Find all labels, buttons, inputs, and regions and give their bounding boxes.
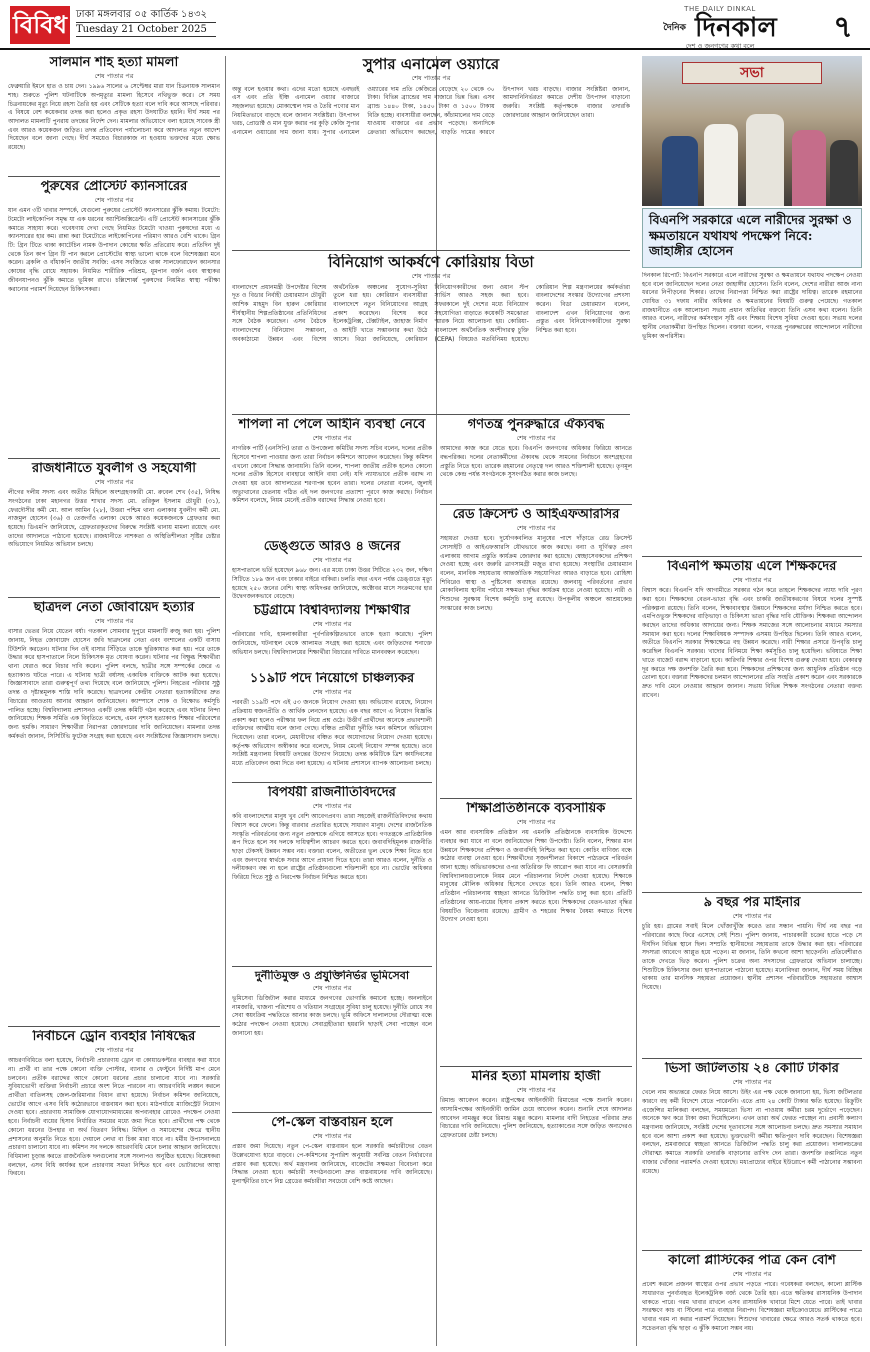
continued-label: শেষ পাতার পর xyxy=(94,477,134,486)
headline: সালমান শাহ হত্যা মামলা xyxy=(49,56,179,70)
page-header xyxy=(0,0,870,50)
person-figure xyxy=(662,136,698,206)
photo-banner xyxy=(682,62,822,84)
article-student xyxy=(8,601,220,1023)
banner-text: সভা xyxy=(740,65,764,81)
continued-label: শেষ পাতার পর xyxy=(516,433,556,442)
article-body: বাসার ভেতর নিয়ে যেতেন বর্ষা। গতকাল সোমবার দুপুরে মামলাটি রুজু করা হয়। পুলিশ জানায়, নিহত জোবায়েদ হোসেন জবি ছাত্রদলের নেতা এবং বংশালের একটি বাসায় টিউশনি করতেন। ঘটনার দিন ওই বাসার সিঁড়িতে তাকে ছুরিকাঘাত করা হয়। পরে তাকে উদ্ধার করে হাসপাতালে নিলে চিকিৎসক মৃত ঘোষণা করেন। ঘটনার পর বিক্ষুব্ধ শিক্ষার্থীরা থানা ঘেরাও করে বিচার দাবি করেন। পুলিশ বলছে, ছাত্রীর সঙ্গে সম্পর্কের জেরে এ হত্যাকাণ্ড ঘটতে পারে। এ ঘটনায় ছাত্রী বর্ষাসহ একাধিক ব্যক্তিকে আটক করা হয়েছে। জিজ্ঞাসাবাদে তারা গুরুত্বপূর্ণ তথ্য দিয়েছে বলে জানিয়েছে পুলিশ। নিহতের পরিবার সুষ্ঠু তদন্ত ও দৃষ্টান্তমূলক শাস্তি দাবি করেছে। ছাত্রদলের কেন্দ্রীয় নেতারা হত্যাকারীদের দ্রুত বিচারের আওতায় আনার আহ্বান জানিয়েছেন। ক্যাম্পাসে শোক ও বিক্ষোভ কর্মসূচি পালিত হচ্ছে। বিশ্ববিদ্যালয় প্রশাসনও একটি তদন্ত কমিটি গঠন করেছে এবং ঘটনার নিন্দা জানিয়েছে। শিক্ষক সমিতি এক বিবৃতিতে বলেছে, এমন নৃশংস হত্যাকাণ্ড শিক্ষার পরিবেশের জন্য হুমকি। সাধারণ শিক্ষার্থীরা নিরাপত্তা জোরদারের দাবি জানিয়েছেন। মামলার তদন্ত কর্মকর্তা জানান, সিসিটিভি ফুটেজ সংগ্রহ করা হয়েছে এবং সংশ্লিষ্টদের জিজ্ঞাসাবাদ চলছে। xyxy=(8,628,220,740)
person-figure xyxy=(830,140,858,206)
continued-label: শেষ পাতার পর xyxy=(312,1131,352,1140)
person-figure xyxy=(746,114,784,206)
headline: দুর্নীতিমুক্ত ও প্রযুক্তিনির্ভর ভূমিসেবা xyxy=(254,970,410,982)
article-body: প্রবেশ করলে প্রজনন স্বাস্থ্যের ওপর প্রভাব পড়তে পারে। গবেষকরা বলছেন, কালো প্লাস্টিক সাধারণত পুনর্ব্যবহৃত ইলেকট্রনিক বর্জ্য থেকে তৈরি হয়। এতে ক্ষতিকর রাসায়নিক উপাদান থাকতে পারে। গরম খাবার রাখলে এসব রাসায়নিক খাবারে মিশে যেতে পারে। তাই খাবার সংরক্ষণে কাচ বা স্টিলের পাত্র ব্যবহার নিরাপদ। বিশেষজ্ঞরা মাইক্রোওয়েভে প্লাস্টিকের পাত্রে খাবার গরম না করার পরামর্শ দিয়েছেন। শিশুদের খাবারের ক্ষেত্রে আরও সতর্ক থাকতে হবে। সচেতনতা বৃদ্ধি ছাড়া এ ঝুঁকি কমানো সম্ভব নয়। xyxy=(642,1281,862,1332)
headline: বিনিয়োগ আকর্ষণে কোরিয়ায় বিডা xyxy=(328,254,534,271)
article-body: ফেব্রুয়ারি ইমনে হাত ও চায় দেন। ১৯৯৬ সালের ৬ সেপ্টেম্বর মারা যান চিত্রনায়ক সালমান শাহ। শুরুতে পুলিশ ঘটনাটিকে অপমৃত্যুর মামলা হিসেবে নথিভুক্ত করে। সে সময় চিত্রনায়কের মৃত্যু নিয়ে রহস্য তৈরি হয় এবং সেটিকে হত্যা বলে দাবি করে আসছে পরিবার। এ বিষয়ে বেশ কয়েকবার তদন্ত করা হলেও প্রকৃত রহস্য উদঘাটিত হয়নি। দীর্ঘ সময় পর আদালত মামলাটি পুনরায় তদন্তের নির্দেশ দেন। মামলার অভিযোগে বলা হয়েছে সাবেক স্ত্রী এবং আরও কয়েকজন জড়িত। তদন্ত প্রতিবেদন পর্যালোচনা করে আদালত নতুন আদেশ দিয়েছেন বলে জানা গেছে। দীর্ঘ সময়েও বিচারকাজ না হওয়ায় ভক্তদের মধ্যে ক্ষোভ রয়েছে। xyxy=(8,83,220,152)
article-body: অন্তু বলে হওয়ার কথা। এদের মতো হয়েছে এবছরই এস এবং প্রতি ইঞ্চি এনামেল ওয়্যার বাজারে সহজলভ্য হয়েছে। মোকাম্মেল দাম ও তৈরি পণ্যের মান নিয়মিতভাবে বাড়ছে বলে জানান সংশ্লিষ্টরা। উৎপাদন খরচ, প্রোডাক্ট ও মান যুক্ত করার পর কুড়ি কেজি সুপার এনামেল ওয়্যারের দাম জানা যায়। সুপার এনামেল ওয়্যারের দাম প্রতি কেজিতে বেড়েছে ২০ থেকে ৩০ টাকা। বিভিন্ন ব্র্যান্ডের দাম বাজারে ভিন্ন ভিন্ন। এসব ব্র্যান্ড ১৪৪০ টাকা, ১৪৫০ টাকা ও ১৫০০ টাকায় বিক্রি হচ্ছে। ব্যবসায়ীরা বলছেন, কাঁচামালের দাম বেড়ে যাওয়ায় বাজারে এর প্রভাব পড়েছে। অন্যদিকে ক্রেতারা অভিযোগ করছেন, বাড়তি দামের কারণে উৎপাদন খরচ বাড়ছে। বাজার সংশ্লিষ্টরা জানান, আমদানিনির্ভরতা কমাতে দেশীয় উৎপাদন বাড়ানো জরুরি। সংশ্লিষ্ট কর্তৃপক্ষকে বাজার তদারকি জোরদারের আহ্বান জানিয়েছেন তারা। xyxy=(232,85,630,137)
divider xyxy=(8,458,220,459)
article-teachers xyxy=(642,560,862,890)
headline: চট্টগ্রামে বিশ্ববিদ্যালয় শিক্ষার্থীর xyxy=(253,604,411,618)
lead-photo xyxy=(642,56,862,206)
lead-headline-box xyxy=(642,208,862,268)
article-body: যান এমন ৩টি খাবার সম্পর্কে, যেগুলো পুরুষের প্রোস্টেট ক্যানসারের ঝুঁকি কমায়। টমেটো: টমেটো লাইকোপিন সমৃদ্ধ যা এক ধরনের অ্যান্টিঅক্সিডেন্ট। এটি প্রোস্টেট ক্যানসারের ঝুঁকি কমাতে সাহায্য করে। গবেষণায় দেখা গেছে নিয়মিত টমেটো খাওয়া পুরুষদের মধ্যে এ ক্যানসারের হার কম। রান্না করা টমেটোতে লাইকোপিনের পরিমাণ আরও বেশি থাকে। গ্রিন টি: গ্রিন টিতে থাকা ক্যাটেচিন নামক উপাদান কোষের ক্ষতি প্রতিরোধ করে। প্রতিদিন দুই থেকে তিন কাপ গ্রিন টি পান করলে প্রোস্টেটের স্বাস্থ্য ভালো থাকে বলে বিশেষজ্ঞরা মনে করেন। ব্রকলি ও বাঁধাকপি জাতীয় সবজি: এসব সবজিতে থাকা সালফোরাফেন ক্যানসার কোষের বৃদ্ধি রোধে সহায়ক। নিয়মিত শারীরিক পরিশ্রম, ধূমপান বর্জন এবং স্বাস্থ্যকর জীবনযাপনও ঝুঁকি কমাতে ভূমিকা রাখে। চল্লিশোর্ধ্ব পুরুষদের নিয়মিত স্বাস্থ্য পরীক্ষা করানোর পরামর্শ দিয়েছেন চিকিৎসকরা। xyxy=(8,207,220,293)
masthead-tagline: দেশ ও জনগণের কথা বলে xyxy=(685,42,755,51)
person-figure xyxy=(792,130,826,206)
lead-headline: বিএনপি সরকারে এলে নারীদের সুরক্ষা ও ক্ষমতায়নে যথাযথ পদক্ষেপ নিবে: জাহাঙ্গীর হোসেন xyxy=(649,212,852,259)
article-ganatantra xyxy=(440,418,632,502)
date-block xyxy=(76,8,216,37)
article-body: পরিবারের দাবি, হামলাকারীরা পূর্বপরিকল্পিতভাবে তাকে হত্যা করেছে। পুলিশ জানিয়েছে, ঘটনাস্থল থেকে আলামত সংগ্রহ করা হয়েছে এবং জড়িতদের শনাক্তে অভিযান চলছে। বিশ্ববিদ্যালয়ের শিক্ষার্থীরা বিচারের দাবিতে মানববন্ধন করেছেন। xyxy=(232,631,432,656)
divider xyxy=(440,798,632,799)
masthead-english: THE DAILY DINKAL xyxy=(684,5,756,13)
article-body: চুরি হয়। গ্রামের সবাই মিলে খোঁজাখুঁজি করেও তার সন্ধান পায়নি। দীর্ঘ নয় বছর পর পরিবারের কাছে ফিরে এসেছে সেই শিশু। পুলিশ জানায়, পাচারকারী চক্রের হাতে পড়ে সে দীর্ঘদিন বিভিন্ন স্থানে ছিল। সম্প্রতি স্থানীয়দের সহায়তায় তাকে উদ্ধার করা হয়। পরিবারের সদস্যরা আবেগে আপ্লুত হয়ে পড়েন। মা জানান, তিনি কখনো আশা ছাড়েননি। প্রতিবেশীরাও তাকে দেখতে ভিড় করেন। পুলিশ চক্রের অন্য সদস্যদের গ্রেফতারে অভিযান চালাচ্ছে। শিশুটিকে চিকিৎসার জন্য হাসপাতালে পাঠানো হয়েছে। মনোবিদরা জানান, দীর্ঘ সময় বিচ্ছিন্ন থাকায় তার মানসিক সহায়তা প্রয়োজন। স্থানীয় প্রশাসন পরিবারটিকে সহায়তার আশ্বাস দিয়েছে। xyxy=(642,923,862,992)
headline: পুরুষের প্রোস্টেট ক্যানসারের xyxy=(40,180,188,194)
headline: রেড ক্রিসেন্ট ও আইএফআরসির xyxy=(452,508,620,522)
masthead-prefix: দৈনিক xyxy=(663,23,686,34)
headline: শাপলা না পেলে আইনি ব্যবস্থা নেবে xyxy=(238,418,426,432)
continued-label: শেষ পাতার পর xyxy=(732,575,772,584)
divider xyxy=(232,966,432,967)
divider xyxy=(232,782,432,783)
article-dengue xyxy=(232,540,432,602)
headline: ভিসা জটিলতায় ২৪ কোটি টাকার xyxy=(665,1062,839,1076)
article-body: হাসপাতালে ভর্তি হয়েছেন ৯৬৮ জন। এর মধ্যে ঢাকা উত্তর সিটিতে ২৩২ জন, দক্ষিণ সিটিতে ১৮৯ জন এবং ঢাকার বাইরে বাকিরা। চলতি বছর এখন পর্যন্ত ডেঙ্গুতে মৃত্যু হয়েছে ২৫০ জনের বেশি। স্বাস্থ্য অধিদপ্তর জানিয়েছে, অক্টোবর মাসে সংক্রমণের হার উদ্বেগজনকভাবে বেড়েছে। xyxy=(232,567,432,601)
article-corruption xyxy=(232,970,432,1110)
article-body: পরবর্তী ১১৯টি পদে এই ৫৩ জনকে নিয়োগ দেওয়া হয়। অভিযোগ রয়েছে, নিয়োগ প্রক্রিয়ায় স্বজনপ্রীতি ও আর্থিক লেনদেন হয়েছে। এক বছর আগে এ নিয়োগ বিজ্ঞপ্তি প্রকাশ করা হলেও পরীক্ষার ফল নিয়ে প্রশ্ন ওঠে। উত্তীর্ণ প্রার্থীদের অনেকে প্রভাবশালী ব্যক্তিদের আত্মীয় বলে জানা গেছে। বঞ্চিত প্রার্থীরা দুর্নীতি দমন কমিশনে অভিযোগ দিয়েছেন। তারা বলেন, মেধাবীদের বঞ্চিত করে অযোগ্যদের নিয়োগ দেওয়া হয়েছে। কর্তৃপক্ষ অভিযোগ অস্বীকার করে বলেছে, নিয়ম মেনেই নিয়োগ সম্পন্ন হয়েছে। তবে সংশ্লিষ্ট মন্ত্রণালয় বিষয়টি তদন্তের উদ্যোগ নিয়েছে। তদন্ত কমিটিকে ত্রিশ কার্যদিবসের মধ্যে প্রতিবেদন জমা দিতে বলা হয়েছে। এ ঘটনায় প্রশাসনে ব্যাপক আলোচনা চলছে। xyxy=(232,699,432,768)
article-body: রিমান্ড আবেদন করেন। রাষ্ট্রপক্ষের আইনজীবী রিমান্ডের পক্ষে শুনানি করেন। আসামিপক্ষের আইনজীবী জামিন চেয়ে আবেদন করেন। শুনানি শেষে আদালত আবেদন নামঞ্জুর করে রিমান্ড মঞ্জুর করেন। মামলার বাদী নিহতের পরিবার দ্রুত বিচারের দাবি জানিয়েছে। পুলিশ জানিয়েছে, হত্যাকাণ্ডের সঙ্গে জড়িত অন্যদেরও গ্রেফতারের চেষ্টা চলছে। xyxy=(440,1097,632,1140)
date-english: Tuesday 21 October 2025 xyxy=(76,23,216,38)
article-ctg xyxy=(232,604,432,670)
continued-label: শেষ পাতার পর xyxy=(94,616,134,625)
article-salman xyxy=(8,56,220,174)
article-posts xyxy=(232,672,432,780)
divider xyxy=(8,597,220,598)
continued-label: শেষ পাতার পর xyxy=(312,619,352,628)
headline: রাজধানীতে যুবলীগ ও সহযোগী xyxy=(32,462,196,476)
continued-label: শেষ পাতার পর xyxy=(732,911,772,920)
article-monir xyxy=(440,1070,632,1346)
headline: বিএনপি ক্ষমতায় এলে শিক্ষকদের xyxy=(667,560,837,574)
divider xyxy=(642,1250,862,1251)
article-lead xyxy=(642,272,862,554)
divider xyxy=(440,1066,632,1067)
divider xyxy=(642,556,862,557)
divider xyxy=(232,1112,432,1113)
headline: ৯ বছর পর মাইনার xyxy=(703,896,801,910)
article-plastic xyxy=(642,1254,862,1346)
article-politics xyxy=(232,786,432,964)
headline: ১১৯টি পদে নিয়োগে চাঞ্চল্যকর xyxy=(249,672,415,686)
continued-label: শেষ পাতার পর xyxy=(516,1085,556,1094)
headline: ছাত্রদল নেতা জোবায়েদ হত্যার xyxy=(33,601,195,615)
headline: কালো প্লাস্টিকের পাত্র কেন বেশি xyxy=(668,1254,836,1268)
headline: বিপর্যয়ী রাজনীতিবিদদের xyxy=(268,786,396,800)
article-shapla xyxy=(232,418,432,538)
date-bengali: ঢাকা মঙ্গলবার ০৫ কার্তিক ১৪৩২ xyxy=(76,8,216,23)
article-rajshahi xyxy=(8,462,220,594)
headline: মনির হত্যা মামলায় হাজী xyxy=(471,1070,601,1084)
continued-label: শেষ পাতার পর xyxy=(94,71,134,80)
article-visa xyxy=(642,1062,862,1248)
article-body: বিশ্বাস করে। বিএনপি যদি আগামীতে সরকার গঠন করে তাহলে শিক্ষকদের ন্যায্য দাবি পূরণ করা হবে। শিক্ষকদের বেতন-ভাতা বৃদ্ধি এবং চাকরি জাতীয়করণের বিষয়ে দলের সুস্পষ্ট পরিকল্পনা রয়েছে। তিনি বলেন, শিক্ষাব্যবস্থার উন্নয়নে শিক্ষকদের মর্যাদা নিশ্চিত করতে হবে। এমপিওভুক্ত শিক্ষকদের বাড়িভাড়া ও চিকিৎসা ভাতা বৃদ্ধির দাবি যৌক্তিক। শিক্ষকরা আন্দোলন করছেন তাদের অধিকার আদায়ের জন্য। শিক্ষক সমাজের সঙ্গে আলোচনার মাধ্যমে সমস্যার সমাধান করা হবে। দলের শিক্ষাবিষয়ক সম্পাদক এসময় উপস্থিত ছিলেন। তিনি আরও বলেন, অতীতে বিএনপি সরকার শিক্ষাক্ষেত্রে বহু উন্নয়ন করেছে। নারী শিক্ষার প্রসারে উপবৃত্তি চালু করেছিল বিএনপি সরকার। খাদ্যের বিনিময়ে শিক্ষা কর্মসূচিও চালু হয়েছিল। ভবিষ্যতে শিক্ষা খাতে বাজেট বরাদ্দ বাড়ানো হবে। কারিগরি শিক্ষার ওপর বিশেষ গুরুত্ব দেওয়া হবে। বেকারত্ব দূর করতে দক্ষ জনশক্তি তৈরি করা হবে। শিক্ষকদের প্রশিক্ষণের জন্য আধুনিক প্রতিষ্ঠান গড়ে তোলা হবে। বক্তারা শিক্ষকদের চলমান আন্দোলনের প্রতি সংহতি প্রকাশ করেন এবং সরকারকে দ্রুত দাবি মেনে নেওয়ার আহ্বান জানান। সভায় বিভিন্ন শিক্ষক সংগঠনের নেতারা বক্তব্য রাখেন। xyxy=(642,587,862,699)
article-body: দিনকাল রিপোর্ট: বিএনপি সরকারে এলে নারীদের সুরক্ষা ও ক্ষমতায়নে যথাযথ পদক্ষেপ নেওয়া হবে বলে জানিয়েছেন দলের নেতা জাহাঙ্গীর হোসেন। তিনি বলেন, দেশের নারীরা আজ নানা ধরনের নিপীড়নের শিকার। তাদের নিরাপত্তা নিশ্চিত করা রাষ্ট্রের দায়িত্ব। তারেক রহমানের ঘোষিত ৩১ দফায় নারীর অধিকার ও ক্ষমতায়নের বিষয়টি গুরুত্ব পেয়েছে। গতকাল রাজধানীতে এক আলোচনা সভায় প্রধান অতিথির বক্তব্যে তিনি এসব কথা বলেন। তিনি আরও বলেন, নারীদের কর্মসংস্থান সৃষ্টি এবং শিক্ষায় বিশেষ সুবিধা দেওয়া হবে। সভায় দলের স্থানীয় নেতাকর্মীরা উপস্থিত ছিলেন। বক্তারা বলেন, গণতন্ত্র পুনরুদ্ধারের আন্দোলনে নারীদের ভূমিকা অপরিসীম। xyxy=(642,272,862,340)
continued-label: শেষ পাতার পর xyxy=(411,74,451,83)
continued-label: শেষ পাতার পর xyxy=(94,195,134,204)
continued-label: শেষ পাতার পর xyxy=(312,983,352,992)
divider xyxy=(232,414,630,415)
headline: পে-স্কেল বাস্তবায়ন হলে xyxy=(271,1116,393,1130)
article-body: লীগের দলীয় সদস্য এবং অতীত মিছিলে অংশগ্রহণকারী মো. রুবেল শেখ (৩৫), নিষিদ্ধ সংগঠনের ঢাকা মহানগর উত্তর শাখার সদস্য মো. তরিকুল ইসলাম চৌধুরী (৩১), ফেরদৌসীর কর্মী মো. আল আমিন (২৮), উত্তরা পশ্চিম থানা এলাকার যুবলীগ কর্মী মো. নাজমুল হোসেন (৩৬) ও তেজগাঁও এলাকা থেকে আরও কয়েকজনকে গ্রেফতার করা হয়েছে। ডিএমপি জানিয়েছে, গ্রেফতারকৃতদের বিরুদ্ধে সংশ্লিষ্ট থানায় মামলা রয়েছে এবং তাদের আদালতে পাঠানো হয়েছে। রাজধানীতে নাশকতা ও অস্থিতিশীলতা সৃষ্টির চেষ্টার অভিযোগে নিয়মিত অভিযান চলছে। xyxy=(8,489,220,549)
article-education xyxy=(440,802,632,1064)
article-body: আমাদের কাজ করে যেতে হবে। বিএনপি জনগণের অধিকার ফিরিয়ে আনতে বদ্ধপরিকর। দলের নেতাকর্মীদের ঐক্যবদ্ধ থেকে সামনের নির্বাচনে অংশগ্রহণের প্রস্তুতি নিতে হবে। তারেক রহমানের নেতৃত্বে দল আরও শক্তিশালী হয়েছে। তৃণমূল থেকে কেন্দ্র পর্যন্ত সংগঠনকে সুসংগঠিত করার কাজ চলছে। xyxy=(440,445,632,479)
continued-label: শেষ পাতার পর xyxy=(732,1077,772,1086)
article-body: বাংলাদেশে প্রধানমন্ত্রী উপদেষ্টার বিশেষ দূত ও বিডার নির্বাহী চেয়ারম্যান চৌধুরী আশিক মাহমুদ বিন হারুন কোরিয়ার শীর্ষস্থানীয় শিল্পপ্রতিষ্ঠানের প্রতিনিধিদের সঙ্গে বৈঠক করেছেন। এসব বৈঠকে বাংলাদেশের বিনিয়োগ সম্ভাবনা, অবকাঠামো উন্নয়ন এবং বিশেষ অর্থনৈতিক অঞ্চলের সুযোগ-সুবিধা তুলে ধরা হয়। কোরিয়ান ব্যবসায়ীরা বাংলাদেশে নতুন বিনিয়োগের আগ্রহ প্রকাশ করেছেন। বিশেষ করে ইলেকট্রনিক্স, টেক্সটাইল, জাহাজ নির্মাণ ও আইটি খাতে সম্ভাবনার কথা উঠে আসে। বিডা জানিয়েছে, কোরিয়ান বিনিয়োগকারীদের জন্য ওয়ান স্টপ সার্ভিস আরও সহজ করা হবে। সফরকালে দুই দেশের মধ্যে বিনিয়োগ সহযোগিতা বাড়াতে কয়েকটি সমঝোতা স্মারক নিয়ে আলোচনা হয়। কোরিয়া-বাংলাদেশ অর্থনৈতিক অংশীদারত্ব চুক্তি (CEPA) বিষয়েও মতবিনিময় হয়েছে। কোরিয়ান শিল্প মন্ত্রণালয়ের কর্মকর্তারা বাংলাদেশের সংস্কার উদ্যোগের প্রশংসা করেন। বিডা চেয়ারম্যান বলেন, বাংলাদেশ এখন বিনিয়োগের জন্য প্রস্তুত এবং বিনিয়োগকারীদের সুরক্ষা নিশ্চিত করা হবে। xyxy=(232,283,630,343)
article-drone xyxy=(8,1030,220,1346)
article-body: ভূমিসেবা ডিজিটাল করার মাধ্যমে জনগণের ভোগান্তি কমানো হচ্ছে। অনলাইনে নামজারি, খাজনা পরিশোধ ও খতিয়ান সংগ্রহের সুবিধা চালু হয়েছে। দুর্নীতি রোধে সব সেবা স্বয়ংক্রিয় পদ্ধতিতে আনার কাজ চলছে। ভূমি অফিসে দালালদের দৌরাত্ম্য বন্ধে কঠোর পদক্ষেপ নেওয়া হয়েছে। সেবাগ্রহীতারা হয়রানি ছাড়াই সেবা পাচ্ছেন বলে জানানো হয়। xyxy=(232,995,432,1037)
article-redcross xyxy=(440,508,632,796)
article-miner xyxy=(642,896,862,1056)
article-enamel xyxy=(232,56,630,246)
article-body: সহায়তা দেওয়া হবে। দুর্যোগকবলিত মানুষের পাশে দাঁড়াতে রেড ক্রিসেন্ট সোসাইটি ও আইএফআরসি যৌথভাবে কাজ করছে। বন্যা ও ঘূর্ণিঝড় প্রবণ এলাকায় আগাম প্রস্তুতি কার্যক্রম জোরদার করা হয়েছে। স্বেচ্ছাসেবকদের প্রশিক্ষণ দেওয়া হচ্ছে এবং জরুরি ত্রাণসামগ্রী মজুত রাখা হয়েছে। সংস্থাটির চেয়ারম্যান বলেন, মানবিক সহায়তায় আন্তর্জাতিক সহযোগিতা আরও বাড়াতে হবে। রোহিঙ্গা শিবিরেও স্বাস্থ্য ও পুষ্টিসেবা অব্যাহত রয়েছে। জলবায়ু পরিবর্তনের প্রভাব মোকাবিলায় স্থানীয় পর্যায়ে সক্ষমতা বৃদ্ধির কার্যক্রম হাতে নেওয়া হয়েছে। নারী ও শিশুদের সুরক্ষায় বিশেষ কর্মসূচি চালু রয়েছে। উপকূলীয় অঞ্চলে আশ্রয়কেন্দ্র সংস্কারের কাজ চলছে। xyxy=(440,535,632,612)
article-body: খেলে নাম অভ্যন্তরে ফেরত নিয়ে আসে। উইং এর পক্ষ থেকে জানানো হয়, ভিসা জটিলতার কারণে বহু কর্মী বিদেশে যেতে পারেননি। এতে প্রায় ২৪ কোটি টাকার ক্ষতি হয়েছে। রিক্রুটিং এজেন্সির মালিকরা বলছেন, সময়মতো ভিসা না পাওয়ায় কর্মীরা চরম দুর্ভোগে পড়েছেন। অনেকে ঋণ করে টাকা জমা দিয়েছিলেন। এখন তারা অর্থ ফেরত পাচ্ছেন না। প্রবাসী কল্যাণ মন্ত্রণালয় জানিয়েছে, সংশ্লিষ্ট দেশের দূতাবাসের সঙ্গে আলোচনা চলছে। দ্রুত সমস্যার সমাধান হবে বলে আশা প্রকাশ করা হয়েছে। ভুক্তভোগী কর্মীরা ক্ষতিপূরণ দাবি করেছেন। বিশেষজ্ঞরা বলছেন, শ্রমবাজারে স্বচ্ছতা আনতে ডিজিটাল পদ্ধতি চালু করা প্রয়োজন। দালালচক্রের দৌরাত্ম্য কমাতে সরকারি তদারকি বাড়ানোর তাগিদ দেন তারা। জনশক্তি রপ্তানিতে নতুন বাজার খোঁজার পরামর্শও দেওয়া হয়েছে। মধ্যপ্রাচ্যের বাইরে ইউরোপে কর্মী পাঠানোর সম্ভাবনা রয়েছে। xyxy=(642,1089,862,1175)
column-divider xyxy=(225,56,226,1346)
continued-label: শেষ পাতার পর xyxy=(516,817,556,826)
divider xyxy=(8,1026,220,1027)
article-korea xyxy=(232,254,630,412)
continued-label: শেষ পাতার পর xyxy=(732,1269,772,1278)
continued-label: শেষ পাতার পর xyxy=(94,1045,134,1054)
masthead xyxy=(620,4,820,51)
continued-label: শেষ পাতার পর xyxy=(312,687,352,696)
article-body: নাগরিক পার্টি (এনসিপি) তারা ও উপজেলা কমিটির সদস্য সচিব বলেন, দলের প্রতীক হিসেবে শাপলা পাওয়ার জন্য তারা নির্বাচন কমিশনে আবেদন করেছেন। কিন্তু কমিশন এখনো কোনো সিদ্ধান্ত জানায়নি। তিনি বলেন, শাপলা জাতীয় প্রতীক হলেও কোনো দলের প্রতীক হিসেবে ব্যবহারে আইনি বাধা নেই। যদি ন্যায্যভাবে প্রতীক বরাদ্দ না দেওয়া হয় তবে আদালতের শরণাপন্ন হবেন তারা। দলের নেতারা বলেন, জুলাই অভ্যুত্থানের চেতনায় গঠিত এই দল জনগণের প্রত্যাশা পূরণে কাজ করছে। নির্বাচন কমিশন বলেছে, নিয়ম মেনেই প্রতীক বরাদ্দের সিদ্ধান্ত নেওয়া হবে। xyxy=(232,445,432,505)
continued-label: শেষ পাতার পর xyxy=(312,801,352,810)
article-body: আচরণবিধিতে বলা হয়েছে, নির্বাচনী প্রচারণায় ড্রোন বা কোয়াডকপ্টার ব্যবহার করা যাবে না। প্রার্থী বা তার পক্ষে কোনো ব্যক্তি পোস্টার, ব্যানার ও ফেস্টুনে নির্দিষ্ট মাপ মেনে চলবেন। প্রতীক বরাদ্দের আগে কোনো ধরনের প্রচার চালানো যাবে না। সরকারি সুবিধাভোগী ব্যক্তিরা নির্বাচনী প্রচারে অংশ নিতে পারবেন না। আচরণবিধি লঙ্ঘন করলে প্রার্থীতা বাতিলসহ জেল-জরিমানার বিধান রাখা হয়েছে। নির্বাচন কমিশন জানিয়েছে, ভোটের আগে এসব বিধি কঠোরভাবে বাস্তবায়ন করা হবে। মাঠপর্যায়ে ম্যাজিস্ট্রেট নিয়োগ দেওয়া হবে। প্রচারণায় সামাজিক যোগাযোগমাধ্যমের অপব্যবহার রোধেও পদক্ষেপ নেওয়া হবে। নির্বাচনী ব্যয়ের হিসাব নির্ধারিত সময়ের মধ্যে জমা দিতে হবে। প্রার্থীদের পক্ষ থেকে কোনো ধরনের উপহার বা অর্থ বিতরণ নিষিদ্ধ। মিছিল ও সমাবেশের ক্ষেত্রে স্থানীয় প্রশাসনের অনুমতি নিতে হবে। দেয়ালে লেখা বা চিকা মারা যাবে না। ধর্মীয় উপাসনালয়ে প্রচারণা চালানো যাবে না। কমিশন সব দলকে আচরণবিধি মেনে চলার আহ্বান জানিয়েছে। বিধিমালা চূড়ান্ত করতে রাজনৈতিক দলগুলোর সঙ্গে সংলাপও অনুষ্ঠিত হয়েছে। বিশ্লেষকরা বলছেন, এসব বিধি কার্যকর হলে প্রচারণায় সমতা নিশ্চিত হবে এবং ভোটারদের আস্থা ফিরবে। xyxy=(8,1057,220,1178)
continued-label: শেষ পাতার পর xyxy=(516,523,556,532)
divider xyxy=(440,504,632,505)
article-packet xyxy=(232,1116,432,1346)
article-body: প্রস্তাব জমা দিয়েছে। নতুন পে-স্কেল বাস্তবায়ন হলে সরকারি কর্মচারীদের বেতন উল্লেখযোগ্য হারে বাড়বে। পে-কমিশনের সুপারিশ অনুযায়ী সর্বনিম্ন বেতন নির্ধারণের প্রস্তাব করা হয়েছে। অর্থ মন্ত্রণালয় জানিয়েছে, বাজেটের সক্ষমতা বিবেচনা করে সিদ্ধান্ত নেওয়া হবে। কর্মচারী সংগঠনগুলো দ্রুত বাস্তবায়নের দাবি জানিয়েছে। মূল্যস্ফীতির চাপে নিম্ন গ্রেডের কর্মচারীরা সবচেয়ে বেশি কষ্টে আছেন। xyxy=(232,1143,432,1186)
column-divider xyxy=(636,560,637,1346)
section-label: বিবিধ xyxy=(10,6,70,44)
headline: ডেঙ্গুতে আরও ৪ জনের xyxy=(263,540,401,554)
divider xyxy=(232,250,630,251)
headline: নির্বাচনে ড্রোন ব্যবহার নিষিদ্ধের xyxy=(32,1030,196,1044)
person-figure xyxy=(704,124,738,206)
headline: গণতন্ত্র পুনরুদ্ধারে ঐক্যবদ্ধ xyxy=(467,418,605,432)
continued-label: শেষ পাতার পর xyxy=(411,272,451,281)
divider xyxy=(642,1058,862,1059)
divider xyxy=(8,176,220,177)
headline: শিক্ষাপ্রতিষ্ঠানকে ব্যবসায়িক xyxy=(466,802,606,816)
headline: সুপার এনামেল ওয়্যারে xyxy=(362,56,500,73)
continued-label: শেষ পাতার পর xyxy=(312,433,352,442)
article-cancer xyxy=(8,180,220,455)
article-body: এমন আর ব্যবসায়িক প্রতিষ্ঠান নয় এমনকি প্রতিষ্ঠানকে ব্যবসায়িক উদ্দেশ্যে ব্যবহার করা যাবে না বলে জানিয়েছেন শিক্ষা উপদেষ্টা। তিনি বলেন, শিক্ষার মান উন্নয়নে শিক্ষকদের প্রশিক্ষণ ও জবাবদিহি নিশ্চিত করা হবে। কোচিং বাণিজ্য বন্ধে কঠোর ব্যবস্থা নেওয়া হবে। শিক্ষার্থীদের সৃজনশীলতা বিকাশে পাঠ্যক্রমে পরিবর্তন আনা হচ্ছে। অভিভাবকদের ওপর অতিরিক্ত ফি আরোপ করা যাবে না। বেসরকারি বিশ্ববিদ্যালয়গুলোকে নিয়ম মেনে পরিচালনার নির্দেশ দেওয়া হয়েছে। শিক্ষাকে মানুষের মৌলিক অধিকার হিসেবে দেখতে হবে। তিনি আরও বলেন, শিক্ষা প্রতিষ্ঠান পরিচালনায় স্বচ্ছতা আনতে ডিজিটাল পদ্ধতি চালু করা হবে। প্রতিটি প্রতিষ্ঠানের আয়-ব্যয়ের হিসাব প্রকাশ করতে হবে। শিক্ষকদের বেতন-ভাতা বৃদ্ধির বিষয়টিও বিবেচনায় রয়েছে। গ্রামীণ ও শহরের শিক্ষার বৈষম্য কমাতে বিশেষ উদ্যোগ নেওয়া হবে। xyxy=(440,829,632,924)
continued-label: শেষ পাতার পর xyxy=(312,555,352,564)
divider xyxy=(642,892,862,893)
page-number: ৭ xyxy=(833,10,853,45)
article-body: কবি বাংলাদেশের মানুষ খুব বেশি আবেগপ্রবণ। তারা সহজেই রাজনীতিবিদদের কথায় বিশ্বাস করে ফেলে। কিন্তু বারবার প্রতারিত হয়েছে সাধারণ মানুষ। দেশের রাজনৈতিক সংস্কৃতি পরিবর্তনের জন্য নতুন প্রজন্মকে এগিয়ে আসতে হবে। গণতন্ত্রকে প্রাতিষ্ঠানিক রূপ দিতে হলে সব দলকে দায়িত্বশীল আচরণ করতে হবে। জবাবদিহিমূলক রাজনীতি ছাড়া টেকসই উন্নয়ন সম্ভব নয়। বক্তারা বলেন, অতীতের ভুল থেকে শিক্ষা নিতে হবে এবং জনগণের স্বার্থকে সবার আগে প্রাধান্য দিতে হবে। তারা আরও বলেন, দুর্নীতি ও দলীয়করণ বন্ধ না হলে রাষ্ট্রের প্রতিষ্ঠানগুলো শক্তিশালী হবে না। ভোটের অধিকার ফিরিয়ে দিতে সুষ্ঠু ও নিরপেক্ষ নির্বাচন নিশ্চিত করতে হবে। xyxy=(232,813,432,882)
masthead-title: দিনকাল xyxy=(694,13,777,44)
